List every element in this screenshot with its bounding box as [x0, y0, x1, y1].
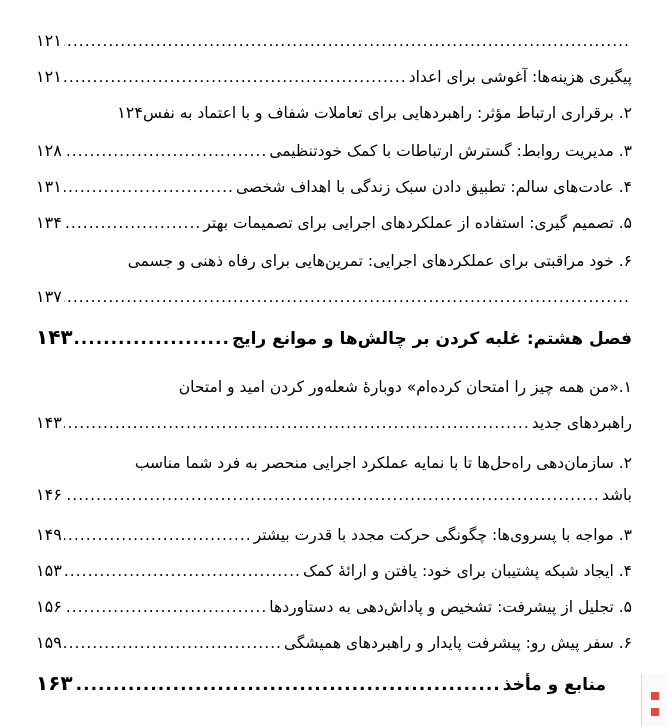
toc-entry[interactable]	[36, 524, 632, 546]
toc-entry[interactable]	[36, 66, 632, 88]
toc-entry[interactable]	[36, 176, 632, 198]
entry-title: ۵. تصمیم گیری: استفاده از عملکردهای اجرایی برای تصمیمات بهتر	[203, 214, 632, 232]
leader-dots	[64, 524, 252, 546]
entry-title: ۳. مدیریت روابط: گسترش ارتباطات با کمک خودتنظیمی	[269, 142, 632, 160]
page-number: ۱۴۶	[36, 485, 62, 504]
leader-dots	[64, 484, 600, 506]
entry-title: ۵. تجلیل از پیشرفت: تشخیص و پاداش‌دهی به دستاوردها	[269, 598, 632, 616]
page-number: ۱۴۹	[36, 525, 62, 544]
leader-dots	[64, 30, 630, 52]
references-heading[interactable]	[36, 672, 606, 696]
entry-title: راهبردهای جدید	[531, 414, 632, 432]
red-square-icon	[651, 708, 659, 716]
toc-entry[interactable]	[36, 102, 632, 124]
entry-title: پیگیری هزینه‌ها: آغوشی برای اعداد	[408, 68, 632, 86]
page-number: ۱۵۶	[36, 597, 62, 616]
page-number: ۱۲۱	[36, 31, 62, 50]
toc-entry[interactable]	[36, 560, 632, 582]
entry-title: ۴. ایجاد شبکه پشتیبان برای خود: یافتن و ارائهٔ کمک	[302, 562, 632, 580]
toc-entry[interactable]	[36, 212, 632, 234]
pdf-reader-corner-icon[interactable]	[641, 674, 668, 726]
page-number: ۱۲۱	[36, 67, 62, 86]
chapter-title: فصل هشتم: غلبه کردن بر چالش‌ها و موانع رایج	[231, 329, 632, 349]
toc-entry-line2[interactable]	[36, 286, 632, 308]
page-number: ۱۵۹	[36, 633, 62, 652]
references-title: منابع و مأخذ	[502, 675, 606, 695]
page-number: ۱۴۳	[36, 325, 73, 349]
leader-dots	[64, 286, 630, 308]
leader-dots	[64, 412, 530, 434]
leader-dots	[64, 596, 268, 618]
entry-title: ۳. مواجه با پسروی‌ها: چگونگی حرکت مجدد با قدرت بیشتر	[253, 526, 632, 544]
page-number: ۱۶۳	[36, 671, 73, 695]
leader-dots	[64, 140, 268, 162]
toc-entry-line2[interactable]	[36, 412, 632, 434]
leader-dots	[75, 674, 501, 696]
leader-dots	[64, 66, 407, 88]
leader-dots	[64, 560, 301, 582]
page-number: ۱۵۳	[36, 561, 62, 580]
leader-dots	[64, 632, 282, 654]
entry-title: ۴. عادت‌های سالم: تطبیق دادن سبک زندگی با اهداف شخصی	[235, 178, 632, 196]
entry-title: ۶. سفر پیش رو: پیشرفت پایدار و راهبردهای همیشگی	[283, 634, 632, 652]
toc-entry[interactable]	[36, 596, 632, 618]
leader-dots	[64, 176, 234, 198]
page-number: ۱۲۸	[36, 141, 62, 160]
page-number: ۱۳۷	[36, 287, 62, 306]
leader-dots	[64, 212, 202, 234]
red-square-icon	[651, 692, 659, 700]
toc-entry-line1[interactable]: ۱.«من همه چیز را امتحان کرده‌ام» دوبارهٔ شعله‌ور کردن امید و امتحان	[178, 378, 632, 396]
page-number: ۱۳۴	[36, 213, 62, 232]
page-number: ۱۲۴	[117, 103, 143, 122]
entry-title: باشد	[601, 486, 632, 504]
page-number: ۱۴۳	[36, 413, 62, 432]
toc-entry-line2[interactable]	[36, 484, 632, 506]
page-number: ۱۳۱	[36, 177, 62, 196]
toc-entry-line1[interactable]: ۶. خود مراقبتی برای عملکردهای اجرایی: تمرین‌هایی برای رفاه ذهنی و جسمی	[127, 252, 632, 270]
toc-entry-line1[interactable]: ۲. سازمان‌دهی راه‌حل‌ها تا با نمایه عملکرد اجرایی منحصر به فرد شما مناسب	[134, 454, 632, 472]
toc-line-continued	[36, 30, 632, 52]
toc-entry[interactable]	[36, 140, 632, 162]
leader-dots	[75, 328, 230, 350]
toc-entry[interactable]	[36, 632, 632, 654]
chapter-heading[interactable]	[36, 326, 632, 350]
entry-title: ۲. برقراری ارتباط مؤثر: راهبردهایی برای تعاملات شفاف و با اعتماد به نفس	[142, 104, 632, 122]
